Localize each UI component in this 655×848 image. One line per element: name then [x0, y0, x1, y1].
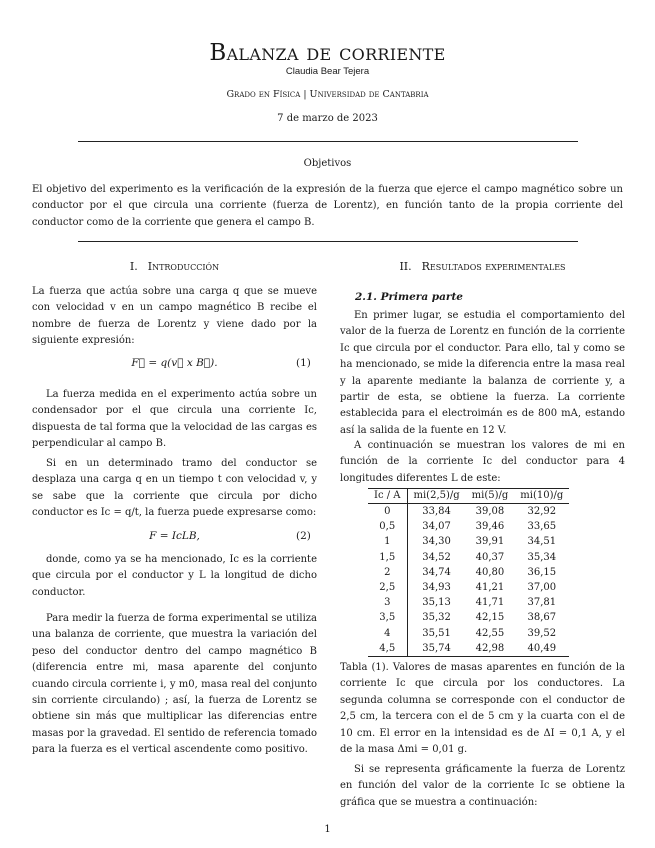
table-cell: 38,67 — [527, 612, 557, 624]
table-row — [368, 519, 569, 534]
table-cell: 0 — [368, 504, 407, 520]
table-cell: 39,08 — [475, 506, 505, 518]
section-2-title: Resultados experimentales — [421, 260, 566, 273]
table-cell: 42,15 — [475, 612, 505, 624]
intro-paragraph-4: donde, como ya se ha mencionado, Ic es la corriente que circula por el conductor y L la longitud de dicho conductor. — [32, 554, 317, 598]
intro-paragraph-2: La fuerza medida en el experimento actúa sobre un condensador por el que circula una corriente Ic, dispuesta de tal forma que la velocidad de las cargas es perpendicular al campo B. — [32, 389, 317, 450]
table-cell: 39,91 — [475, 536, 505, 548]
table-cell: 35,51 — [422, 627, 451, 639]
equation-1-number: (1) — [296, 357, 311, 369]
intro-paragraph-3: Si en un determinado tramo del conductor se desplaza una carga q en un tiempo t con velocidad v, y se sabe que la corriente que circula por dicho conductor es Ic = q/t, la fuerza puede expresarse como: — [32, 458, 317, 519]
table-cell: 37,00 — [527, 582, 557, 594]
section-1-title: Introducción — [147, 260, 220, 273]
intro-paragraph-5: Para medir la fuerza de forma experimental se utiliza una balanza de corriente, que muestra la variación del peso del conductor dentro del campo magnético B (diferencia entre mi, masa aparente del conjunto cuando circula corriente i, y m0, masa real del conjunto sin corriente circulando) ; así, la fuerza de Lorentz se obtiene sin más que multiplicar las diferencias entre masas por la gravedad. El sentido de referencia tomado para la fuerza es el vertical ascendente como positivo. — [32, 613, 317, 756]
abstract-heading: Objetivos — [303, 158, 352, 169]
table-row — [368, 610, 569, 625]
results-paragraph-3: Si se representa gráficamente la fuerza de Lorentz en función del valor de la corriente Ic se obtiene la gráfica que se muestra a continuación: — [340, 764, 625, 808]
table-cell: 39,52 — [527, 627, 557, 639]
table-cell: 34,52 — [422, 551, 451, 563]
table-body — [368, 504, 569, 657]
page-number: 1 — [324, 824, 331, 835]
section-2-heading — [340, 260, 625, 273]
table-cell: 37,81 — [527, 597, 557, 609]
table-cell: 34,74 — [422, 566, 451, 578]
table-cell: 3,5 — [368, 610, 407, 625]
table-cell: 4,5 — [368, 641, 407, 657]
table-cell: 36,15 — [527, 566, 557, 578]
table-cell: 40,80 — [475, 566, 505, 578]
section-2-number: II. — [399, 260, 412, 273]
table-cell: 34,93 — [422, 582, 451, 594]
table-cell: 35,74 — [407, 641, 466, 657]
table-row — [368, 550, 569, 565]
table-cell: 35,32 — [422, 612, 451, 624]
intro-paragraph-1: La fuerza que actúa sobre una carga q que se mueve con velocidad v en un campo magnético B recibe el nombre de fuerza de Lorentz y viene dado por la siguiente expresión: — [32, 286, 317, 347]
table-caption: Tabla (1). Valores de masas aparentes en función de la corriente Ic que circula por los conductores. La segunda columna se corresponde con el conductor de 2,5 cm, la tercera con el de 5 cm y la cuarta con el de 10 cm. El error en la intensidad es de ΔI = 0,1 A, y el de la masa Δmi = 0,01 g. — [340, 662, 625, 756]
table-header-row — [368, 489, 569, 504]
table-cell: 1 — [368, 534, 407, 549]
table-cell: 35,34 — [527, 551, 557, 563]
table-row — [368, 504, 569, 520]
subsection-heading: 2.1. Primera parte — [355, 291, 463, 303]
table-cell: 34,30 — [422, 536, 451, 548]
table-cell: 40,49 — [514, 641, 569, 657]
section-1-number: I. — [129, 260, 138, 273]
abstract-rule — [78, 241, 578, 242]
table-cell: 3 — [368, 595, 407, 610]
header-rule — [78, 141, 578, 142]
table-cell: 32,92 — [527, 506, 557, 518]
table-cell: 0,5 — [368, 519, 407, 534]
table-cell: 42,55 — [475, 627, 505, 639]
table-cell: 34,07 — [422, 521, 451, 533]
table-cell: 2,5 — [368, 580, 407, 595]
table-cell: 4 — [368, 626, 407, 641]
table-header: mi(5)/g — [466, 489, 515, 504]
table-header: mi(2,5)/g — [407, 489, 466, 504]
table-row — [368, 580, 569, 595]
table-row — [368, 626, 569, 641]
table-cell: 33,84 — [422, 506, 451, 518]
table-cell: 33,65 — [527, 521, 557, 533]
table-cell: 35,13 — [422, 597, 451, 609]
table-row — [368, 595, 569, 610]
equation-2: F = IcLB, — [149, 530, 200, 542]
table-row — [368, 641, 569, 657]
table-cell: 41,71 — [475, 597, 505, 609]
table-cell: 39,46 — [475, 521, 505, 533]
table-row — [368, 565, 569, 580]
table-cell: 41,21 — [475, 582, 505, 594]
table-row — [368, 534, 569, 549]
table-cell: 42,98 — [466, 641, 515, 657]
table-cell: 1,5 — [368, 550, 407, 565]
table-cell: 34,51 — [527, 536, 557, 548]
affiliation: Grado en Física | Universidad de Cantabria — [226, 89, 429, 100]
equation-2-number: (2) — [296, 530, 311, 542]
table-cell: 40,37 — [475, 551, 505, 563]
table-header: mi(10)/g — [514, 489, 569, 504]
mass-table — [368, 488, 569, 657]
paper-date: 7 de marzo de 2023 — [277, 113, 378, 124]
equation-1: F⃗ = q(v⃗ x B⃗). — [131, 357, 218, 369]
table-header: Ic / A — [368, 489, 407, 504]
abstract-text: El objetivo del experimento es la verificación de la expresión de la fuerza que ejerce el campo magnético sobre un conductor por el que circula una corriente (fuerza de Lorentz), en función tanto de la propia corriente del conductor como de la corriente que genera el campo B. — [32, 184, 623, 228]
paper-title: Balanza de corriente — [209, 40, 446, 66]
table-cell: 2 — [368, 565, 407, 580]
results-paragraph-2: A continuación se muestran los valores de mi en función de la corriente Ic del conductor para 4 longitudes diferentes L de este: — [340, 440, 625, 484]
section-1-heading — [32, 260, 317, 273]
author-name: Claudia Bear Tejera — [285, 66, 370, 77]
results-paragraph-1: En primer lugar, se estudia el comportamiento del valor de la fuerza de Lorentz en función de la corriente Ic que circula por el conductor. Para ello, tal y como se ha mencionado, se mide la diferencia entre la masa real y la aparente mediante la balanza de corriente y, a partir de esta, se obtiene la fuerza. La corriente establecida para el electroimán es de 800 mA, estando así la salida de la fuente en 12 V. — [340, 310, 625, 436]
